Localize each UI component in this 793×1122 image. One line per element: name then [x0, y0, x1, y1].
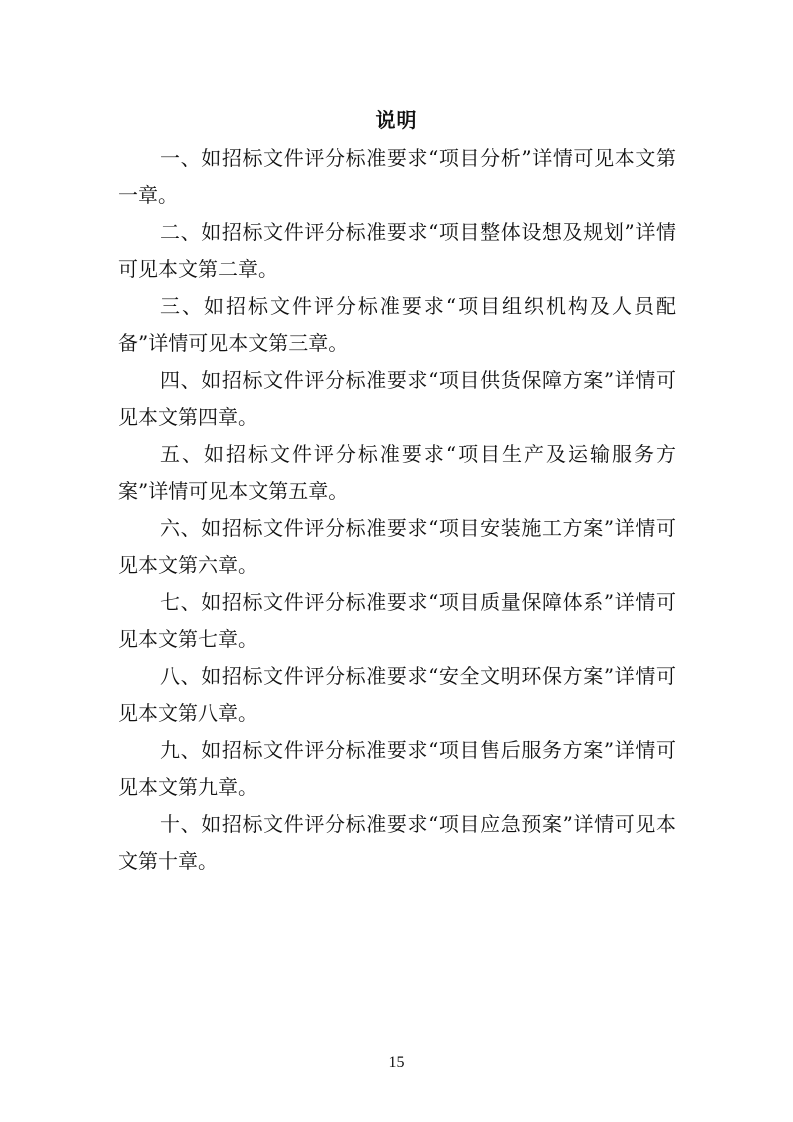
document-title: 说明 [375, 108, 418, 132]
paragraph-10: 十、如招标文件评分标准要求“项目应急预案”详情可见本文第十章。 [118, 812, 676, 873]
paragraph-4: 四、如招标文件评分标准要求“项目供货保障方案”详情可见本文第四章。 [118, 368, 676, 429]
paragraph-3: 三、如招标文件评分标准要求“项目组织机构及人员配备”详情可见本文第三章。 [118, 294, 676, 355]
paragraph-8: 八、如招标文件评分标准要求“安全文明环保方案”详情可见本文第八章。 [118, 664, 676, 725]
paragraph-9: 九、如招标文件评分标准要求“项目售后服务方案”详情可见本文第九章。 [118, 738, 676, 799]
paragraph-6: 六、如招标文件评分标准要求“项目安装施工方案”详情可见本文第六章。 [118, 516, 676, 577]
page-number: 15 [388, 1054, 405, 1071]
paragraph-2: 二、如招标文件评分标准要求“项目整体设想及规划”详情可见本文第二章。 [118, 220, 676, 281]
paragraph-5: 五、如招标文件评分标准要求“项目生产及运输服务方案”详情可见本文第五章。 [118, 442, 676, 503]
paragraph-7: 七、如招标文件评分标准要求“项目质量保障体系”详情可见本文第七章。 [118, 590, 676, 651]
document-body [118, 140, 676, 880]
paragraph-1: 一、如招标文件评分标准要求“项目分析”详情可见本文第一章。 [118, 146, 676, 207]
